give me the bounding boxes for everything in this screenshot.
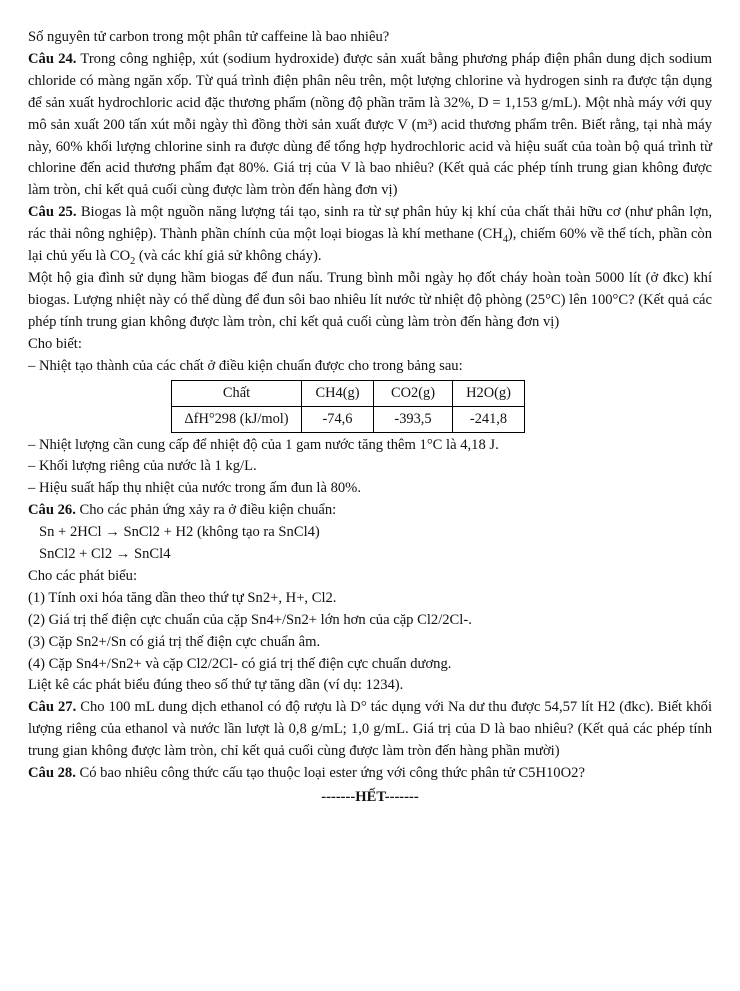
table-header-cell: H2O(g) <box>453 380 525 406</box>
question-text: (và các khí giả sử không cháy). <box>135 248 322 265</box>
table-cell: -241,8 <box>453 406 525 432</box>
question-28 <box>28 763 712 785</box>
enthalpy-table <box>171 380 525 433</box>
question-label: Câu 28. <box>28 765 76 782</box>
question-23-tail: Số nguyên tử carbon trong một phân tử caffeine là bao nhiêu? <box>28 29 390 45</box>
end-marker: -------HẾT------- <box>321 789 419 805</box>
question-26-ask: Liệt kê các phát biểu đúng theo số thứ tự tăng dần (ví dụ: 1234). <box>28 677 404 694</box>
question-25-paragraph-2: Một hộ gia đình sử dụng hầm biogas để đun nấu. Trung bình mỗi ngày họ đốt cháy hoàn toàn 5000 lít (ở đkc) khí biogas. Lượng nhiệt này có thể dùng để đun sôi bao nhiêu lít nước từ nhiệt độ phòng (25°C) lên 100°C? (Kết quả các phép tính trung gian không được làm tròn, chỉ kết quả cuối cùng làm tròn đến hàng đơn vị) <box>28 269 712 330</box>
table-cell: -393,5 <box>374 406 453 432</box>
note-3: – Hiệu suất hấp thụ nhiệt của nước trong ấm đun là 80%. <box>28 480 361 497</box>
question-25: Câu 25. Biogas là một nguồn năng lượng tái tạo, sinh ra từ sự phân hủy kị khí của chất thải hữu cơ (như phân lợn, rác thải nông nghiệp). Thành phần chính của một loại biogas là khí methane $(CH_4)$, chiếm 60% về thể tích, phần còn lại chủ yếu là $CO_2$ (và các khí giả sử không cháy). <box>28 204 713 267</box>
question-label: Câu 27. <box>28 699 77 716</box>
question-text: Có bao nhiêu công thức cấu tạo thuộc loại ester ứng với công thức phân tử C5H10O2? <box>75 765 585 782</box>
question-27 <box>28 697 712 763</box>
reaction-1: Sn + 2HCl → SnCl2 + H2 (không tạo ra SnCl4) <box>39 524 320 541</box>
statement-1: (1) Tính oxi hóa tăng dần theo thứ tự Sn2+, H+, Cl2. <box>28 589 337 606</box>
table-cell: -74,6 <box>302 406 374 432</box>
table-intro: – Nhiệt tạo thành của các chất ở điều kiện chuẩn được cho trong bảng sau: <box>28 357 463 374</box>
question-text: Cho các phản ứng xảy ra ở điều kiện chuẩn: <box>75 502 337 519</box>
question-24 <box>28 49 712 202</box>
question-label: Câu 26. <box>28 502 76 519</box>
question-text: Biogas là một nguồn năng lượng tái tạo, sinh ra từ sự phân hủy kị khí của chất thải hữu cơ (như phân lợn, rác thải nông nghiệp). Thành phần chính của một loại biogas là khí methane (CH <box>28 204 713 243</box>
table-header-cell: Chất <box>172 380 302 406</box>
table-header-cell: CO2(g) <box>374 380 453 406</box>
exam-page <box>28 27 712 809</box>
table-cell: ΔfH°298 (kJ/mol) <box>172 406 302 432</box>
reaction-2: SnCl2 + Cl2 → SnCl4 <box>39 546 171 563</box>
question-label: Câu 25. <box>28 204 77 221</box>
table-header-cell: CH4(g) <box>302 380 374 406</box>
question-text: ), chiếm 60% về thể tích, phần còn lại chủ yếu là CO <box>28 226 713 265</box>
note-1: – Nhiệt lượng cần cung cấp để nhiệt độ của 1 gam nước tăng thêm 1°C là 4,18 J. <box>28 436 499 453</box>
question-26 <box>28 500 712 522</box>
question-label: Câu 24. <box>28 50 77 67</box>
question-text: Trong công nghiệp, xút (sodium hydroxide) được sản xuất bằng phương pháp điện phân dung dịch sodium chloride có màng ngăn xốp. Từ quá trình điện phân nêu trên, một lượng chlorine và hydrogen sinh ra được tận dụng để sản xuất hydrochloric acid đặc thương phẩm (nồng độ phần trăm là 32%, D = 1,153 g/mL). Một nhà máy với quy mô sản xuất 200 tấn xút mỗi ngày thì đồng thời sản xuất được V (m³) acid thương phẩm trên. Biết rằng, tại nhà máy này, 60% khối lượng chlorine sinh ra được dùng để tổng hợp hydrochloric acid và hiệu suất của toàn bộ quá trình từ chlorine đến acid thương phẩm đạt 80%. Giá trị của V là bao nhiêu? (Kết quả các phép tính trung gian không được làm tròn, chỉ kết quả cuối cùng được làm tròn đến hàng đơn vị) <box>28 50 712 199</box>
table-row <box>172 380 525 406</box>
given-heading: Cho biết: <box>28 335 82 352</box>
question-text: Cho 100 mL dung dịch ethanol có độ rượu là D° tác dụng với Na dư thu được 54,57 lít H2 (đkc). Biết khối lượng riêng của ethanol và nước lần lượt là 0,8 g/mL; 1,0 g/mL. Giá trị của D là bao nhiêu? (Kết quả các phép tính trung gian không được làm tròn, chỉ kết quả cuối cùng được làm tròn đến hàng phần mười) <box>28 699 712 760</box>
statement-3: (3) Cặp Sn2+/Sn có giá trị thế điện cực chuẩn âm. <box>28 633 321 650</box>
note-2: – Khối lượng riêng của nước là 1 kg/L. <box>28 458 257 475</box>
statement-4: (4) Cặp Sn4+/Sn2+ và cặp Cl2/2Cl- có giá trị thế điện cực chuẩn dương. <box>28 655 452 672</box>
statements-intro: Cho các phát biểu: <box>28 567 138 584</box>
table-row <box>172 406 525 432</box>
statement-2: (2) Giá trị thế điện cực chuẩn của cặp Sn4+/Sn2+ lớn hơn của cặp Cl2/2Cl-. <box>28 611 472 628</box>
